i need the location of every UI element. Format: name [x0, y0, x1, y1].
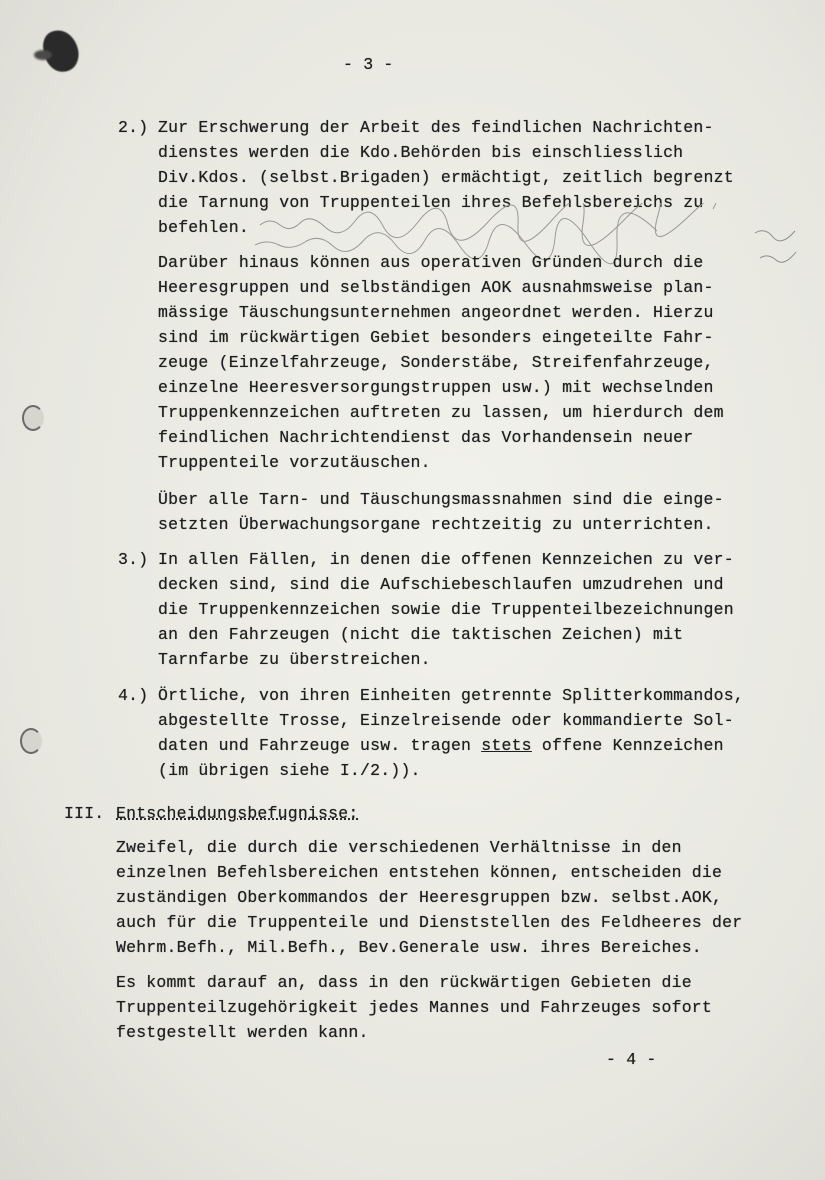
item-4-underlined-word: stets — [481, 736, 532, 755]
item-3-line: Tarnfarbe zu überstreichen. — [158, 650, 431, 669]
item-2-number: 2.) — [118, 118, 149, 137]
item-3-line: an den Fahrzeugen (nicht die taktischen Zeichen) mit — [158, 625, 684, 644]
punch-hole-lower — [20, 728, 42, 754]
item-4-line-part: daten und Fahrzeuge usw. tragen — [158, 736, 482, 755]
section-3-para2-line: Truppenteilzugehörigkeit jedes Mannes und Fahrzeuges sofort — [116, 998, 712, 1017]
section-3-para1-line: Zweifel, die durch die verschiedenen Verhältnisse in den — [116, 838, 682, 857]
item-4-line: Örtliche, von ihren Einheiten getrennte Splitterkommandos, — [158, 686, 744, 705]
item-2-para2-line: einzelne Heeresversorgungstruppen usw.) mit wechselnden — [158, 378, 714, 397]
item-2-para2-line: zeuge (Einzelfahrzeuge, Sonderstäbe, Streifenfahrzeuge, — [158, 353, 714, 372]
section-3-number: III. — [64, 804, 105, 823]
item-2-line: Div.Kdos. (selbst.Brigaden) ermächtigt, zeitlich begrenzt — [158, 168, 734, 187]
item-2-para2-line: feindlichen Nachrichtendienst das Vorhandensein neuer — [158, 428, 694, 447]
item-3-line: decken sind, sind die Aufschiebeschlaufen umzudrehen und — [158, 575, 724, 594]
item-2-line: Zur Erschwerung der Arbeit des feindlichen Nachrichten- — [158, 118, 714, 137]
item-3-line: die Truppenkennzeichen sowie die Truppenteilbezeichnungen — [158, 600, 734, 619]
item-4-line-part: offene Kennzeichen — [531, 736, 724, 755]
item-2-para2-line: Truppenteile vorzutäuschen. — [158, 453, 431, 472]
item-4-line: (im übrigen siehe I./2.)). — [158, 761, 421, 780]
page-number-top: - 3 - — [343, 55, 394, 74]
item-4-line — [158, 736, 724, 755]
section-3-para1-line: auch für die Truppenteile und Dienststellen des Feldheeres der — [116, 913, 743, 932]
item-2-line: befehlen. — [158, 218, 249, 237]
punch-hole-upper — [22, 405, 44, 431]
section-3-heading: Entscheidungsbefugnisse: — [116, 804, 359, 823]
page-number-next: - 4 - — [606, 1050, 657, 1069]
item-2-para2-line: Truppenkennzeichen auftreten zu lassen, um hierdurch dem — [158, 403, 724, 422]
item-2-para2-line: Darüber hinaus können aus operativen Gründen durch die — [158, 253, 704, 272]
item-4-line: abgestellte Trosse, Einzelreisende oder kommandierte Sol- — [158, 711, 734, 730]
section-3-para1-line: zuständigen Oberkommandos der Heeresgruppen bzw. selbst.AOK, — [116, 888, 723, 907]
item-2-para3-line: setzten Überwachungsorgane rechtzeitig zu unterrichten. — [158, 515, 714, 534]
item-2-line: die Tarnung von Truppenteilen ihres Befehlsbereichs zu — [158, 193, 704, 212]
item-2-para2-line: Heeresgruppen und selbständigen AOK ausnahmsweise plan- — [158, 278, 714, 297]
ink-smudge — [34, 50, 52, 60]
section-3-para2-line: Es kommt darauf an, dass in den rückwärtigen Gebieten die — [116, 973, 692, 992]
item-3-number: 3.) — [118, 550, 149, 569]
item-2-para3-line: Über alle Tarn- und Täuschungsmassnahmen sind die einge- — [158, 490, 724, 509]
item-2-line: dienstes werden die Kdo.Behörden bis einschliesslich — [158, 143, 684, 162]
section-3-para2-line: festgestellt werden kann. — [116, 1023, 369, 1042]
item-3-line: In allen Fällen, in denen die offenen Kennzeichen zu ver- — [158, 550, 734, 569]
item-2-para2-line: mässige Täuschungsunternehmen angeordnet werden. Hierzu — [158, 303, 714, 322]
item-4-number: 4.) — [118, 686, 149, 705]
item-2-para2-line: sind im rückwärtigen Gebiet besonders eingeteilte Fahr- — [158, 328, 714, 347]
section-3-para1-line: einzelnen Befehlsbereichen entstehen können, entscheiden die — [116, 863, 723, 882]
section-3-para1-line: Wehrm.Befh., Mil.Befh., Bev.Generale usw. ihres Bereiches. — [116, 938, 702, 957]
